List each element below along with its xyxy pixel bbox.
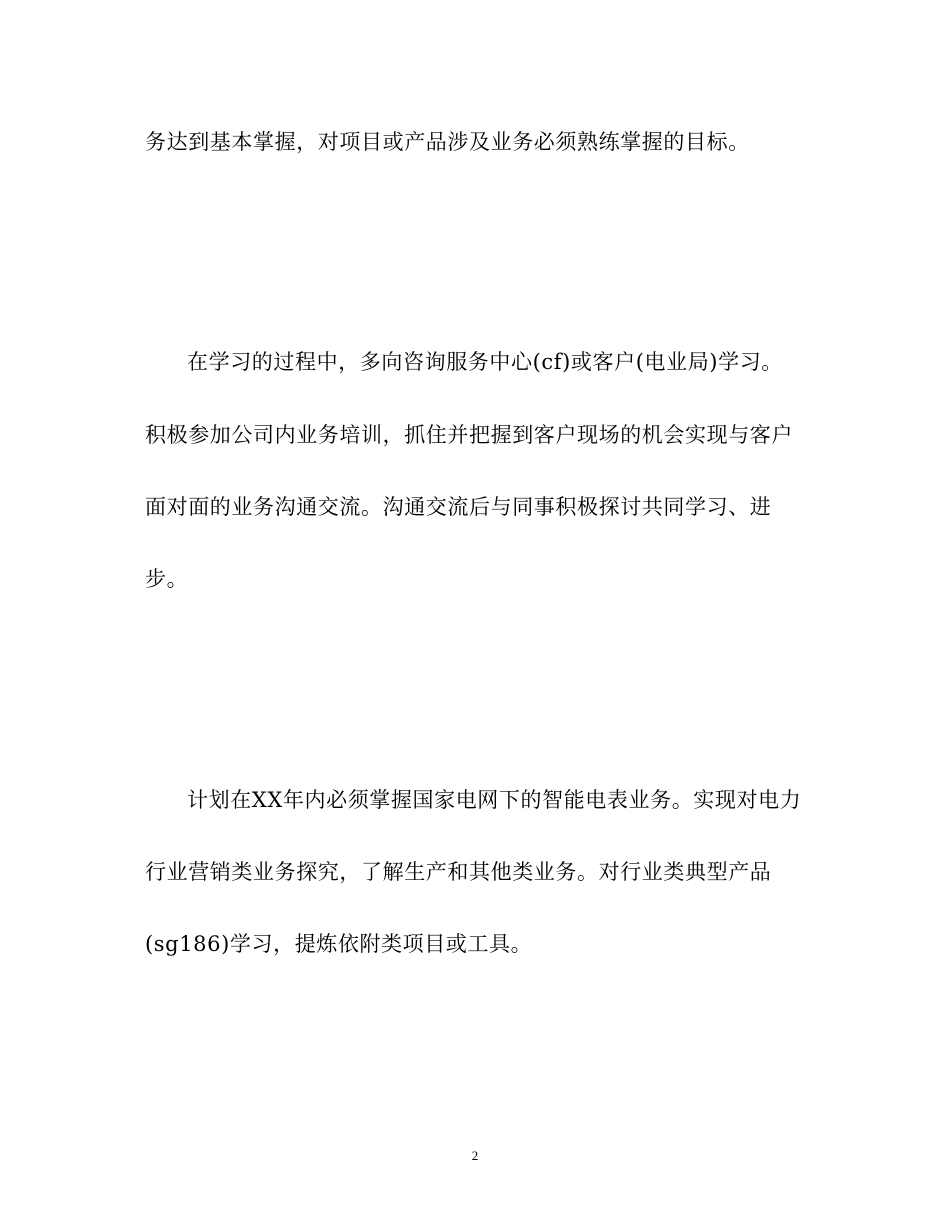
paragraph-2-line-3: 面对面的业务沟通交流。沟通交流后与同事积极探讨共同学习、进 xyxy=(145,495,772,519)
paragraph-3-line-1: 计划在XX年内必须掌握国家电网下的智能电表业务。实现对电力 xyxy=(187,788,802,812)
paragraph-2-line-2: 积极参加公司内业务培训，抓住并把握到客户现场的机会实现与客户 xyxy=(145,423,793,447)
page-number: 2 xyxy=(471,1148,479,1163)
paragraph-2-line-4: 步。 xyxy=(145,567,189,591)
paragraph-3-line-3: (sg186)学习，提炼依附类项目或工具。 xyxy=(145,932,533,956)
paragraph-3-line-2: 行业营销类业务探究，了解生产和其他类业务。对行业类典型产品 xyxy=(145,860,772,884)
paragraph-2-line-1: 在学习的过程中，多向咨询服务中心(cf)或客户(电业局)学习。 xyxy=(187,350,783,374)
paragraph-1-line-1: 务达到基本掌握，对项目或产品涉及业务必须熟练掌握的目标。 xyxy=(145,130,750,154)
